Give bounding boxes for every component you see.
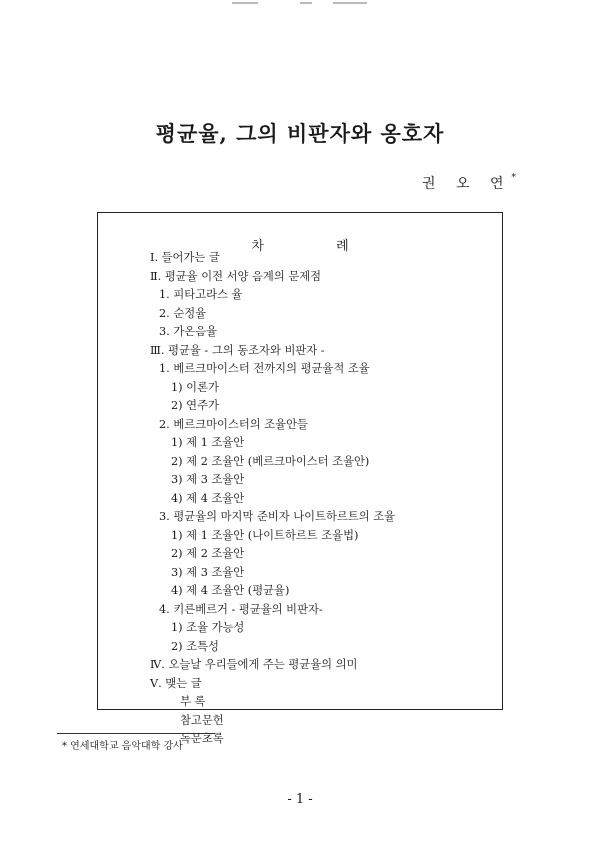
footnote: * 연세대학교 음악대학 강사 (62, 741, 183, 752)
toc-item: 3) 제 3 조율안 (171, 565, 245, 579)
toc-item: Ⅳ. 오늘날 우리들에게 주는 평균율의 의미 (150, 658, 358, 671)
toc-item: Ⅲ. 평균율 - 그의 동조자와 비판자 - (150, 343, 325, 357)
toc-item: 4) 제 4 조율안 (171, 491, 245, 505)
toc-item: 1) 제 1 조율안 (나이트하르트 조율법) (171, 528, 359, 542)
toc-item: 4. 키른베르거 - 평균율의 비판자- (159, 602, 323, 616)
toc-item: 4) 제 4 조율안 (평균율) (171, 584, 290, 597)
paper-title: 평균율, 그의 비판자와 옹호자 (155, 121, 445, 146)
toc-item: Ⅱ. 평균율 이전 서양 음계의 문제점 (150, 269, 322, 283)
toc-item: 2) 제 2 조율안 (베르크마이스터 조율안) (171, 454, 370, 468)
toc-item: 독문초록 (180, 732, 224, 745)
scan-mark (232, 2, 258, 4)
toc-item: 2) 제 2 조율안 (171, 547, 245, 560)
toc-item: 2. 순정율 (159, 306, 207, 320)
toc-heading: 차 례 (251, 239, 383, 254)
toc-item: 1) 이론가 (171, 380, 219, 394)
toc-item: 1. 피타고라스 율 (159, 288, 243, 301)
author-name: 권 오 연 (422, 176, 512, 192)
toc-item: 2) 연주가 (171, 399, 219, 412)
toc-item: 참고문헌 (180, 713, 224, 727)
toc-item: 3) 제 3 조율안 (171, 473, 245, 486)
toc-item: 1. 베르크마이스터 전까지의 평균율적 조율 (159, 362, 370, 375)
toc-item: 2. 베르크마이스터의 조율안들 (159, 417, 308, 431)
toc-item: Ⅴ. 맺는 글 (150, 676, 202, 690)
toc-item: 1) 제 1 조율안 (171, 436, 245, 449)
table-of-contents (97, 212, 503, 745)
scan-mark (333, 2, 367, 4)
footnote-rule (57, 733, 215, 734)
toc-item: Ⅰ. 들어가는 글 (150, 251, 220, 264)
toc-item: 3. 평균율의 마지막 준비자 나이트하르트의 조율 (159, 510, 396, 523)
toc-item: 2) 조특성 (171, 639, 219, 653)
toc-item: 1) 조율 가능성 (171, 621, 245, 634)
page-number: - 1 - (287, 792, 313, 807)
author-footnote-mark: * (511, 173, 516, 184)
author (422, 173, 516, 193)
scan-mark (300, 2, 312, 4)
toc-item: 3. 가온음율 (159, 325, 218, 338)
toc-item: 부 록 (180, 695, 206, 708)
